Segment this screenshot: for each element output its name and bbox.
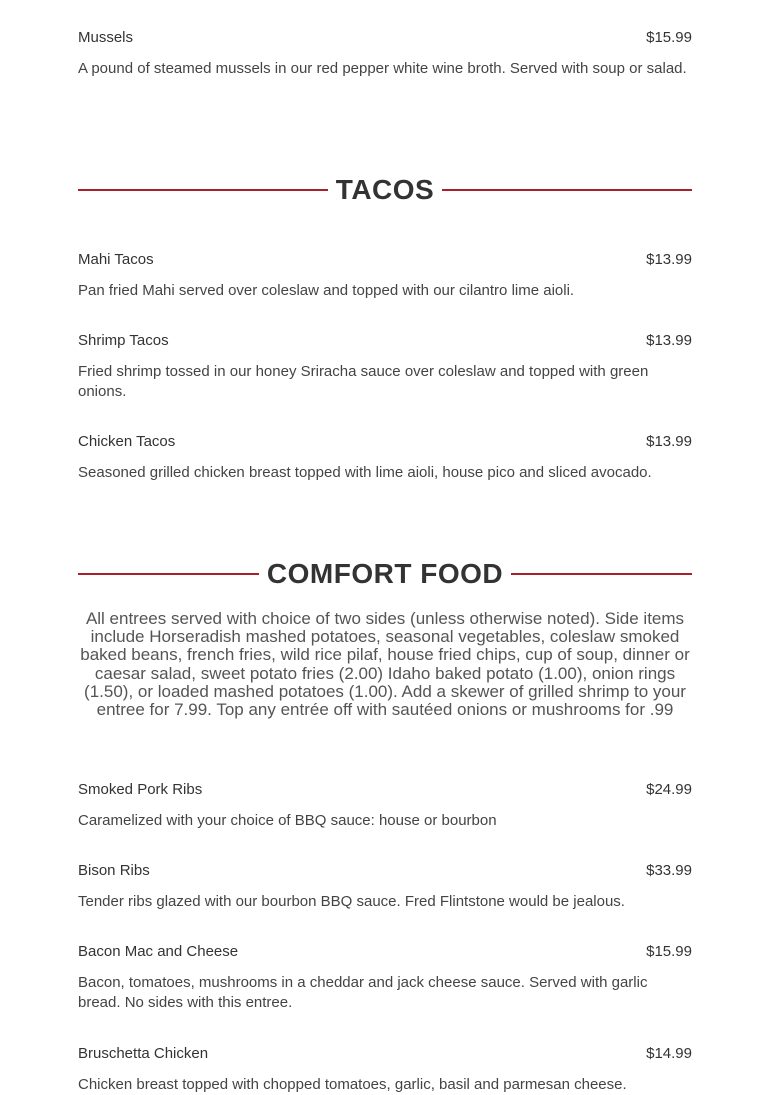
item-name: Mussels: [78, 29, 134, 46]
section-title: COMFORT FOOD: [266, 558, 504, 589]
item-price: $15.99: [646, 943, 692, 960]
item-price: $13.99: [646, 433, 692, 450]
item-name: Mahi Tacos: [78, 251, 154, 268]
divider-right: [442, 189, 692, 191]
item-description: Chicken breast topped with chopped tomatoes, garlic, basil and parmesan cheese.: [78, 1076, 627, 1093]
item-price: $24.99: [646, 781, 692, 798]
item-description: Tender ribs glazed with our bourbon BBQ sauce. Fred Flintstone would be jealous.: [78, 893, 625, 910]
divider-left: [78, 573, 259, 575]
item-description: Caramelized with your choice of BBQ sauce: house or bourbon: [78, 812, 497, 829]
menu-item-bruschetta-chicken: [78, 1045, 692, 1095]
section-title: TACOS: [335, 174, 435, 205]
item-name: Shrimp Tacos: [78, 332, 169, 349]
item-description: Seasoned grilled chicken breast topped with lime aioli, house pico and sliced avocado.: [78, 464, 652, 481]
menu-item-smoked-pork-ribs: [78, 781, 692, 831]
item-description: Fried shrimp tossed in our honey Sriracha sauce over coleslaw and topped with green onions.: [78, 363, 649, 400]
divider-right: [511, 573, 692, 575]
item-price: $13.99: [646, 251, 692, 268]
menu-item-shrimp-tacos: [78, 332, 692, 402]
item-description: A pound of steamed mussels in our red pepper white wine broth. Served with soup or salad.: [78, 60, 687, 77]
item-name: Bacon Mac and Cheese: [78, 943, 239, 960]
menu-item-chicken-tacos: [78, 433, 692, 483]
item-price: $15.99: [646, 29, 692, 46]
item-name: Smoked Pork Ribs: [78, 781, 203, 798]
item-price: $33.99: [646, 862, 692, 879]
menu-item-bison-ribs: [78, 862, 692, 912]
menu-item-bacon-mac-and-cheese: [78, 943, 692, 1013]
item-price: $14.99: [646, 1045, 692, 1062]
section-header-comfort-food: [78, 554, 692, 594]
item-description: Pan fried Mahi served over coleslaw and topped with our cilantro lime aioli.: [78, 282, 575, 299]
divider-left: [78, 189, 328, 191]
sides-note: All entrees served with choice of two sides (unless otherwise noted). Side items include Horseradish mashed potatoes, seasonal vegetables, coleslaw smoked baked beans, french fries, wild rice pilaf, house fried chips, cup of soup, dinner or caesar salad, sweet potato fries (2.00) Idaho baked potato (1.00), onion rings (1.50), or loaded mashed potatoes (1.00). Add a skewer of grilled shrimp to your entree for 7.99. Top any entrée off with sautéed onions or mushrooms for .99: [80, 609, 690, 720]
menu-item-mahi-tacos: [78, 251, 692, 301]
item-name: Chicken Tacos: [78, 433, 176, 450]
item-price: $13.99: [646, 332, 692, 349]
item-name: Bruschetta Chicken: [78, 1045, 209, 1062]
item-description: Bacon, tomatoes, mushrooms in a cheddar and jack cheese sauce. Served with garlic bread. No sides with this entree.: [78, 974, 648, 1011]
item-name: Bison Ribs: [78, 862, 150, 879]
section-header-tacos: [78, 170, 692, 210]
menu-item-mussels: [78, 29, 692, 79]
